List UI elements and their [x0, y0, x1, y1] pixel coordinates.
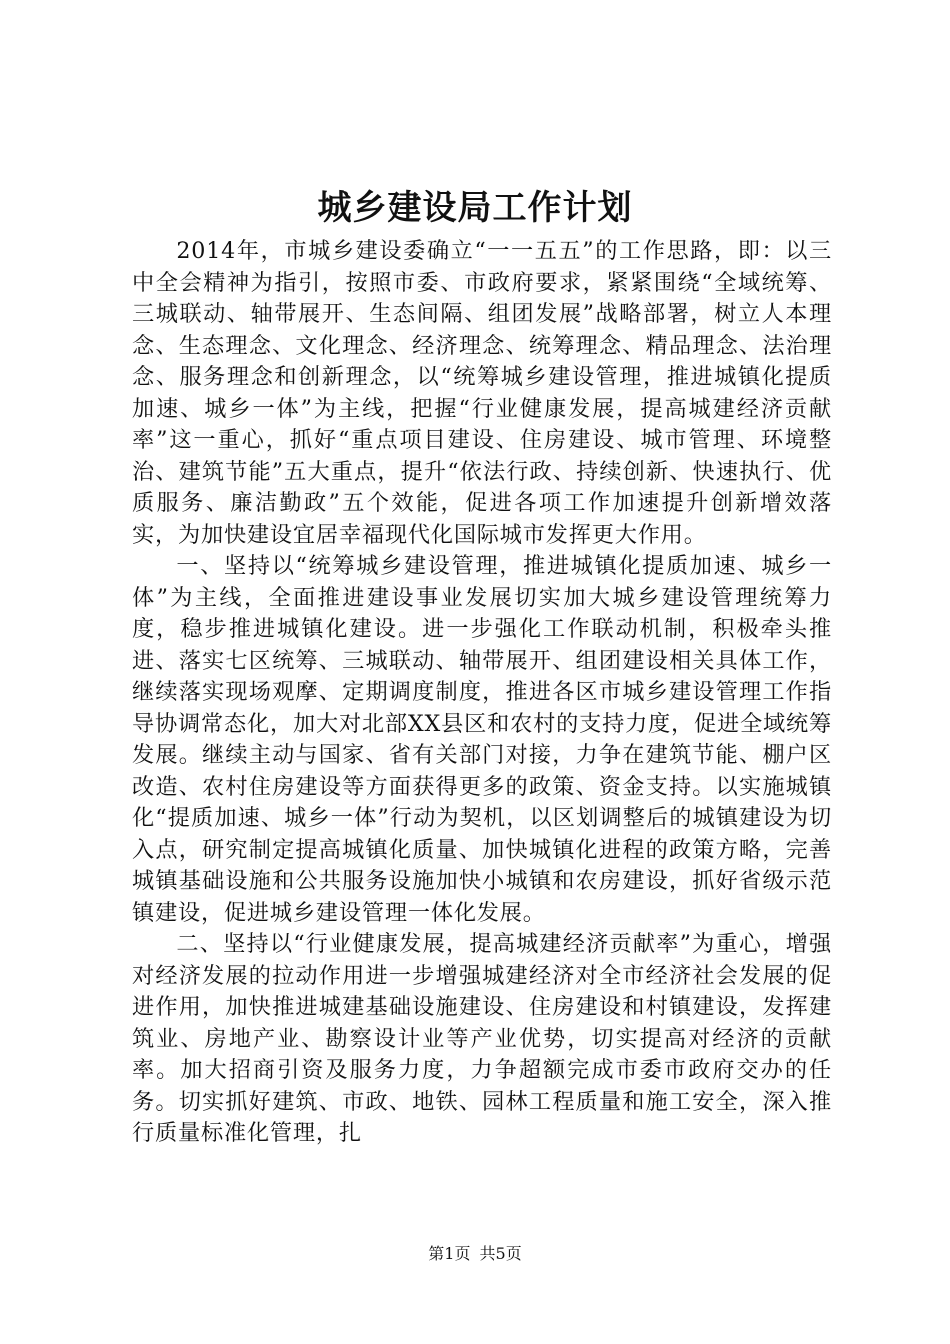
document-title: 城乡建设局工作计划 [317, 188, 633, 228]
paragraph-intro: 2014年，市城乡建设委确立“一一五五”的工作思路，即：以三中全会精神为指引，按照市委、市政府要求，紧紧围绕“全域统筹、三城联动、轴带展开、生态间隔、组团发展”战略部署，树立人本理念、生态理念、文化理念、经济理念、统筹理念、精品理念、法治理念、服务理念和创新理念，以“统筹城乡建设管理，推进城镇化提质加速、城乡一体”为主线，把握“行业健康发展，提高城建经济贡献率”这一重心，抓好“重点项目建设、住房建设、城市管理、环境整治、建筑节能”五大重点，提升“依法行政、持续创新、快速执行、优质服务、廉洁勤政”五个效能，促进各项工作加速提升创新增效落实，为加快建设宜居幸福现代化国际城市发挥更大作用。 [132, 238, 832, 548]
paragraph-section-1: 一、坚持以“统筹城乡建设管理，推进城镇化提质加速、城乡一体”为主线，全面推进建设事业发展切实加大城乡建设管理统筹力度，稳步推进城镇化建设。进一步强化工作联动机制，积极牵头推进、落实七区统筹、三城联动、轴带展开、组团建设相关具体工作，继续落实现场观摩、定期调度制度，推进各区市城乡建设管理工作指导协调常态化，加大对北部XX县区和农村的支持力度，促进全域统筹发展。继续主动与国家、省有关部门对接，力争在建筑节能、棚户区改造、农村住房建设等方面获得更多的政策、资金支持。以实施城镇化“提质加速、城乡一体”行动为契机，以区划调整后的城镇建设为切入点，研究制定提高城镇化质量、加快城镇化进程的政策方略，完善城镇基础设施和公共服务设施加快小城镇和农房建设，抓好省级示范镇建设，促进城乡建设管理一体化发展。 [132, 553, 832, 926]
page-footer [0, 1244, 950, 1264]
document-body [132, 236, 832, 1150]
paragraph-section-2: 二、坚持以“行业健康发展，提高城建经济贡献率”为重心，增强对经济发展的拉动作用进一步增强城建经济对全市经济社会发展的促进作用，加快推进城建基础设施建设、住房建设和村镇建设，发挥建筑业、房地产业、勘察设计业等产业优势，切实提高对经济的贡献率。加大招商引资及服务力度，力争超额完成市委市政府交办的任务。切实抓好建筑、市政、地铁、园林工程质量和施工安全，深入推行质量标准化管理，扎 [132, 931, 832, 1146]
page-total: 共5页 [479, 1244, 522, 1263]
page-number: 第1页 [428, 1244, 471, 1263]
